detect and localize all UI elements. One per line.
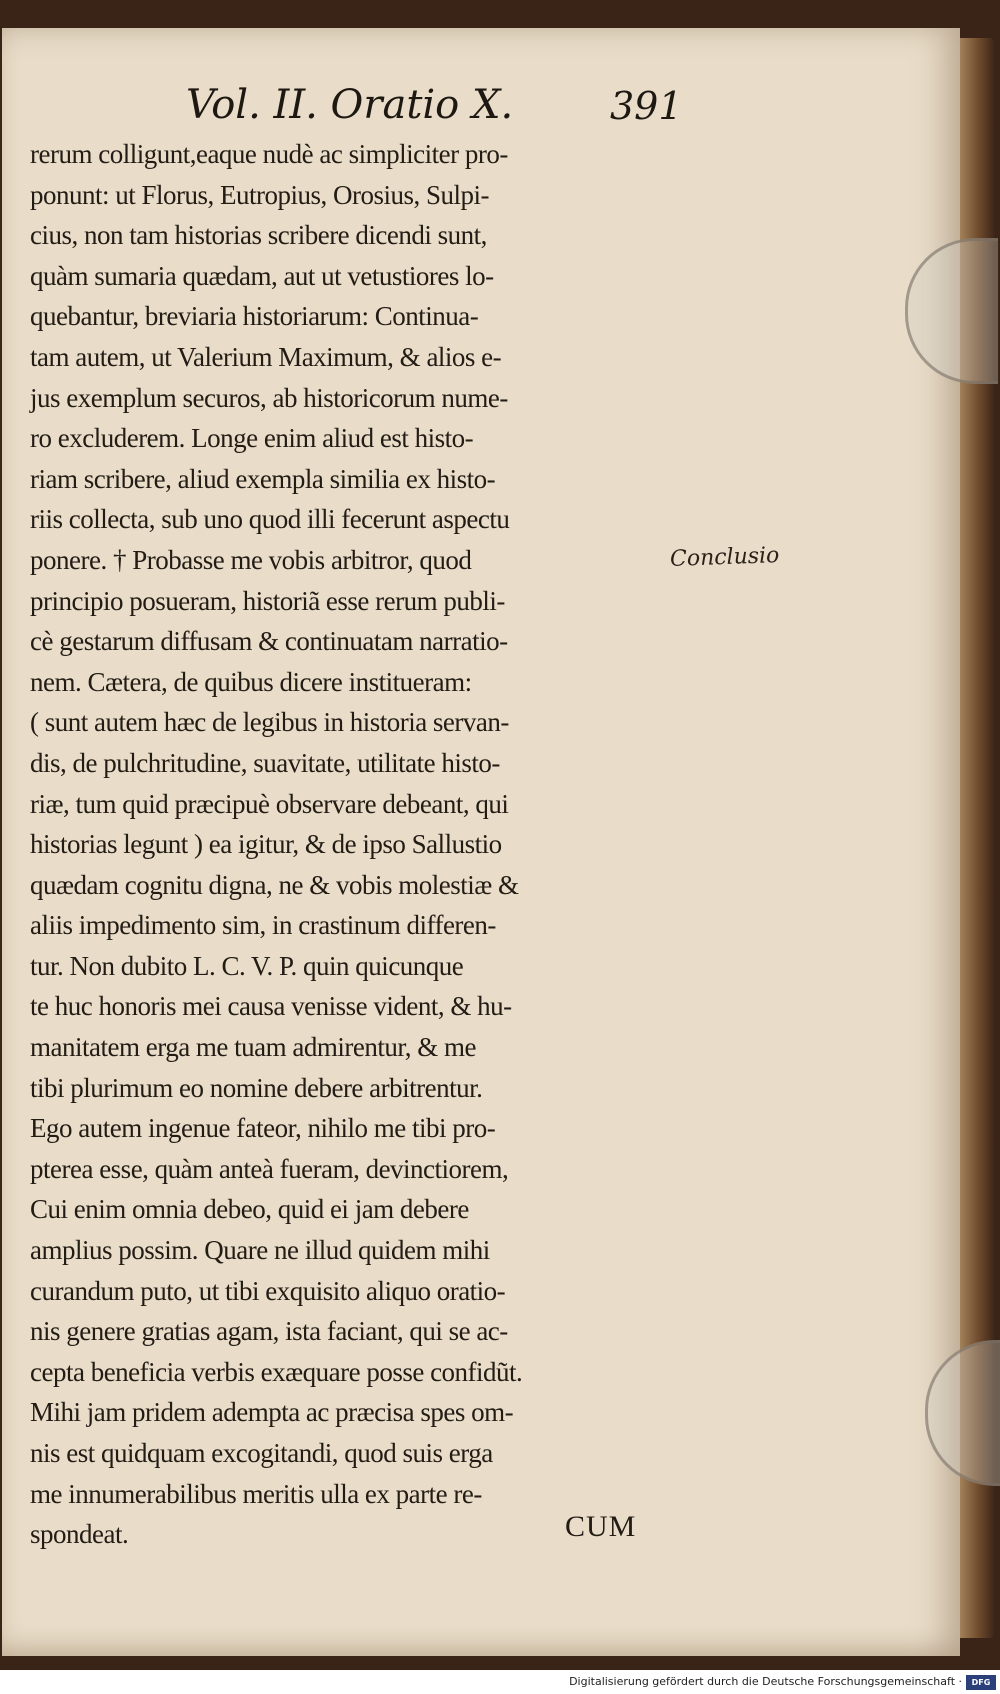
- text-line: ( sunt autem hæc de legibus in historia servan-: [30, 707, 509, 738]
- text-line: Cui enim omnia debeo, quid ei jam debere: [30, 1194, 469, 1225]
- text-line: pterea esse, quàm anteà fueram, devinctiorem,: [30, 1153, 509, 1184]
- text-line: nis est quidquam excogitandi, quod suis erga: [30, 1438, 493, 1468]
- text-line: quebantur, breviaria historiarum: Continua-: [30, 301, 479, 332]
- text-line: me innumerabilibus meritis ulla ex parte re-: [30, 1478, 482, 1509]
- running-head: Vol. II. Oratio X.: [186, 82, 514, 128]
- text-line: nem. Cætera, de quibus dicere institueram:: [30, 666, 472, 697]
- text-line: quàm sumaria quædam, aut ut vetustiores lo-: [30, 260, 494, 291]
- text-line: cè gestarum diffusam & continuatam narratio-: [30, 626, 508, 657]
- text-line: historias legunt ) ea igitur, & de ipso Sallustio: [30, 829, 502, 860]
- text-line: riis collecta, sub uno quod illi fecerunt aspectu: [30, 504, 510, 535]
- catchword: CUM: [565, 1510, 637, 1543]
- text-line: nis genere gratias agam, ista faciant, qui se ac-: [30, 1316, 508, 1347]
- text-line: dis, de pulchritudine, suavitate, utilitate histo-: [30, 747, 500, 778]
- text-line: riam scribere, aliud exempla similia ex histo-: [30, 463, 496, 494]
- text-line: curandum puto, ut tibi exquisito aliquo oratio-: [30, 1275, 506, 1306]
- text-line: jus exemplum securos, ab historicorum nume-: [30, 382, 508, 413]
- body-text: [30, 134, 680, 1555]
- text-line: Ego autem ingenue fateor, nihilo me tibi pro-: [30, 1113, 496, 1144]
- text-line: Mihi jam pridem adempta ac præcisa spes om-: [30, 1397, 514, 1428]
- text-line: spondeat.: [30, 1519, 129, 1550]
- text-line: riæ, tum quid præcipuè observare debeant, qui: [30, 788, 509, 819]
- text-line: aliis impedimento sim, in crastinum differen-: [30, 910, 496, 941]
- text-line: quædam cognitu digna, ne & vobis molestiæ &: [30, 869, 519, 900]
- text-line: principio posueram, historiã esse rerum publi-: [30, 585, 505, 616]
- text-line: cius, non tam historias scribere dicendi sunt,: [30, 220, 487, 251]
- text-line: ponunt: ut Florus, Eutropius, Orosius, Sulpi-: [30, 179, 490, 210]
- text-line: ro excluderem. Longe enim aliud est histo-: [30, 423, 474, 454]
- footer-credit: Digitalisierung gefördert durch die Deutsche Forschungsgemeinschaft ·: [569, 1675, 962, 1688]
- marginal-note: Conclusio: [669, 543, 780, 572]
- text-line: cepta beneficia verbis exæquare posse confidũt.: [30, 1356, 523, 1387]
- text-line: te huc honoris mei causa venisse vident, & hu-: [30, 991, 512, 1022]
- text-line: manitatem erga me tuam admirentur, & me: [30, 1032, 477, 1063]
- text-line: tibi plurimum eo nomine debere arbitrentur.: [30, 1072, 483, 1103]
- text-line: tur. Non dubito L. C. V. P. quin quicunque: [30, 950, 464, 981]
- text-line: ponere. † Probasse me vobis arbitror, quod: [30, 544, 472, 575]
- page-number: 391: [610, 84, 683, 128]
- dfg-logo: DFG: [966, 1675, 996, 1690]
- text-line: amplius possim. Quare ne illud quidem mihi: [30, 1235, 490, 1266]
- text-line: tam autem, ut Valerium Maximum, & alios e-: [30, 341, 502, 372]
- text-line: rerum colligunt,eaque nudè ac simpliciter pro-: [30, 139, 508, 169]
- footer: [0, 1672, 1000, 1694]
